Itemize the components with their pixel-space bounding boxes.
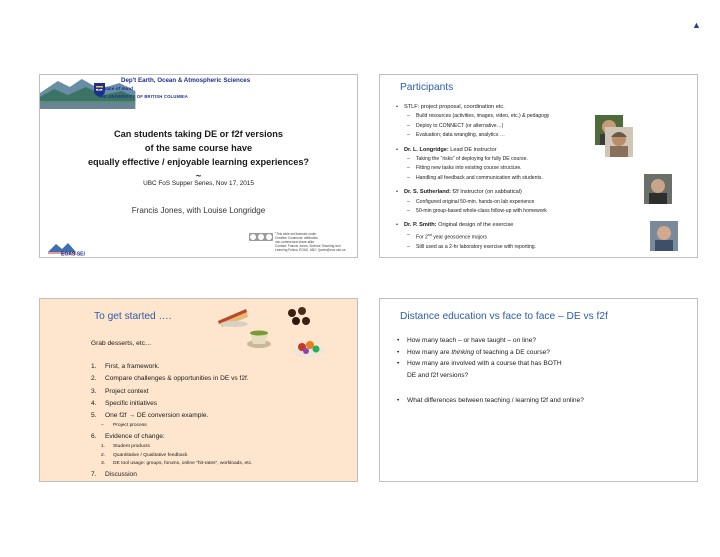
license-line: non-commercial share-alike. — [275, 240, 316, 244]
event-series: UBC FoS Supper Series, Nov 17, 2015 — [143, 180, 254, 187]
participant-list — [396, 103, 621, 252]
item-number: 2. — [91, 375, 97, 383]
agenda-item — [91, 410, 356, 422]
item-number: – — [101, 423, 104, 429]
item-text: First, a framework. — [105, 363, 160, 370]
license-line: "This slide set licensed under — [275, 232, 317, 236]
department-name: Dep't Earth, Ocean & Atmospheric Sciences — [121, 77, 251, 84]
agenda-subitem — [91, 452, 356, 461]
participant-photo — [644, 174, 672, 204]
item-text: Compare challenges & opportunities in DE vs f2f. — [105, 375, 249, 383]
pie-slice-icon — [216, 303, 250, 329]
item-text: Specific initiatives — [105, 399, 158, 407]
item-number: 3. — [101, 461, 106, 467]
license-line: Creative Commons: attribution — [275, 236, 319, 240]
title-line: of the same course have — [144, 143, 253, 153]
license-text — [275, 232, 357, 252]
participant-subitem: – Still used as a 2-hr laboratory exercise with reporting. — [396, 243, 621, 252]
item-number: 4. — [91, 399, 97, 407]
agenda-item — [91, 431, 356, 443]
eoas-sei-logo — [46, 240, 100, 256]
ordinal-suffix: nd — [427, 232, 432, 237]
question-item: • What differences between teaching / learning f2f and online? — [397, 395, 697, 407]
title-line: Can students taking DE or f2f versions — [114, 129, 283, 139]
participant-subitem: – Build resources (activities, images, video, etc.) & pedagogy — [396, 112, 621, 121]
slide-participants — [379, 74, 698, 258]
intro-text: Grab desserts, etc… — [91, 340, 152, 347]
corner-marker: ▲ — [692, 20, 701, 30]
agenda-item — [91, 469, 356, 481]
participant-name: Dr. P. Smith: — [404, 222, 437, 229]
presentation-title — [40, 127, 357, 183]
participant-name: Dr. L. Longridge: — [404, 146, 449, 153]
item-number: 3. — [91, 387, 97, 395]
agenda-subitem — [91, 422, 356, 431]
participant-subitem: – Handling all feedback and communication with students. — [396, 174, 621, 183]
item-number: 5. — [91, 412, 97, 420]
item-text: Project process — [113, 423, 147, 429]
question-list — [397, 335, 697, 407]
participant-item: • Dr. P. Smith: Original design of the exercise — [396, 221, 621, 230]
participant-subitem: – 50-min group-based whole-class follow-up with homework — [396, 207, 621, 216]
list-spacer — [397, 381, 697, 395]
participant-name: Dr. S. Sutherland: — [404, 189, 451, 196]
agenda-item — [91, 386, 356, 398]
item-number: 7. — [91, 470, 97, 478]
tea-cup-icon — [246, 327, 272, 349]
agenda-item — [91, 373, 356, 385]
question-item: • How many are thinking of teaching a DE course? — [397, 347, 697, 359]
license-line: Contact: Francis Jones, Science Teaching and — [275, 244, 341, 248]
item-number: 2. — [101, 452, 106, 458]
participant-subitem: – Deploy to CONNECT (or alternative…) — [396, 122, 621, 131]
agenda-list — [91, 361, 356, 481]
agenda-item — [91, 398, 356, 410]
agenda-subitem — [91, 443, 356, 452]
title-line: equally effective / enjoyable learning experiences? — [87, 157, 310, 167]
slide-title — [39, 74, 358, 258]
participant-item: • Dr. L. Longridge: Lead DE instructor — [396, 146, 621, 155]
slide-agenda — [39, 298, 358, 482]
question-item: • How many teach – or have taught – on line? — [397, 335, 697, 347]
item-number: 6. — [91, 432, 97, 440]
slide-heading: Participants — [400, 82, 454, 93]
participant-item: • Dr. S. Sutherland: f2f Instructor (on sabbatical) — [396, 188, 621, 197]
item-number: 1. — [91, 363, 97, 370]
participant-subitem: – Taking the “risks” of deploying for fully DE course. — [396, 155, 621, 164]
slide-heading: To get started …. — [94, 311, 172, 322]
slide-de-vs-f2f — [379, 298, 698, 482]
item-text: Evidence of change: — [105, 432, 165, 440]
emphasis: thinking — [451, 348, 475, 356]
fruit-bowl-icon — [292, 335, 324, 359]
participant-photo — [605, 127, 633, 157]
item-text: DE tool usage: groups, forums, online “hit-rates”, workloads, etc. — [113, 461, 253, 467]
participant-subitem: – Fitting new tasks into existing course structure. — [396, 164, 621, 173]
continuation: DE and f2f versions? — [407, 371, 469, 379]
university-tagline: a place of mind — [98, 87, 133, 92]
chocolates-icon — [284, 305, 312, 329]
item-text: Student products — [113, 444, 150, 450]
authors: Francis Jones, with Louise Longridge — [131, 206, 266, 215]
logo-text: EOAS-SEI — [61, 251, 85, 256]
license-line: Learning Fellow, EOAS, UBC; fjones@eos.ubc.ca — [275, 248, 346, 252]
agenda-subitem — [91, 460, 356, 469]
item-text: Quantitative / Qualitative feedback — [113, 452, 188, 458]
creative-commons-icon — [249, 233, 273, 241]
item-text: One f2f → DE conversion example. — [105, 412, 209, 420]
participant-subitem: – Evaluation; data wrangling, analytics … — [396, 131, 621, 140]
title-line: ~ — [195, 171, 202, 181]
participant-subitem: – For 2nd year geoscience majors — [396, 231, 621, 243]
university-name: THE UNIVERSITY OF BRITISH COLUMBIA — [98, 94, 189, 99]
item-text: Discussion — [105, 470, 137, 478]
participant-photo — [650, 221, 678, 251]
participant-subitem: – Configured original 50-min. hands-on lab experience — [396, 198, 621, 207]
item-number: 1. — [101, 444, 106, 450]
question-item: • How many are involved with a course that has BOTH DE and f2f versions? — [397, 358, 697, 381]
agenda-item — [91, 361, 356, 373]
slide-heading: Distance education vs face to face – DE vs f2f — [400, 311, 608, 322]
participant-item: • STLF: project proposal, coordination etc. — [396, 103, 621, 112]
item-text: Project context — [105, 387, 149, 395]
